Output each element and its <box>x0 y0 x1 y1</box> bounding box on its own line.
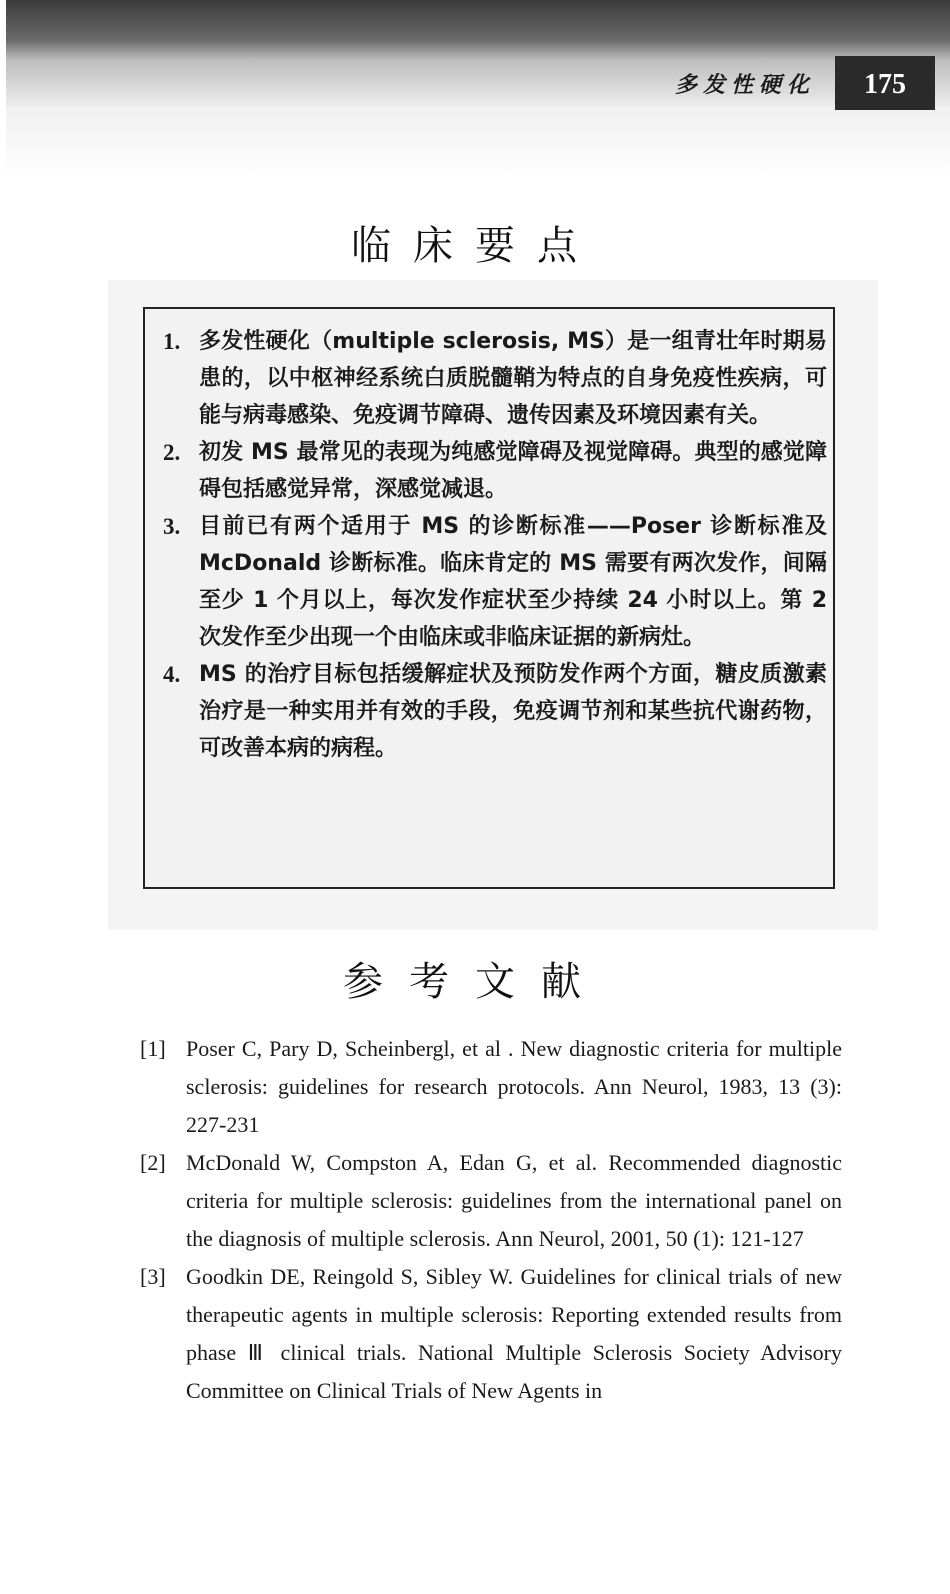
reference-text: Poser C, Pary D, Scheinbergl, et al . New diagnostic criteria for multiple sclerosis: guidelines for research protocols. Ann Neurol, 1983, 13 (3): 227-231 <box>186 1036 842 1137</box>
keypoint-item <box>163 323 827 434</box>
keypoints-title: 临床要点 <box>351 223 599 269</box>
reference-number: [2] <box>140 1150 166 1175</box>
reference-text: McDonald W, Compston A, Edan G, et al. Recommended diagnostic criteria for multiple sclerosis: guidelines from the international panel on the diagnosis of multiple sclerosis. Ann Neurol, 2001, 50 (1): 121-127 <box>186 1150 842 1251</box>
keypoints-list <box>163 323 827 767</box>
references-title: 参考文献 <box>343 959 607 1005</box>
keypoint-text: 初发 MS 最常见的表现为纯感觉障碍及视觉障碍。典型的感觉障碍包括感觉异常，深感觉减退。 <box>199 440 827 502</box>
keypoint-item <box>163 656 827 767</box>
header-fade <box>6 110 950 180</box>
reference-item <box>140 1258 842 1410</box>
keypoint-item <box>163 434 827 508</box>
keypoint-number: 4. <box>163 662 181 687</box>
keypoint-item <box>163 508 827 656</box>
keypoint-number: 2. <box>163 440 181 465</box>
reference-number: [3] <box>140 1264 166 1289</box>
keypoint-number: 1. <box>163 329 181 354</box>
reference-number: [1] <box>140 1036 166 1061</box>
keypoint-text: 多发性硬化（multiple sclerosis, MS）是一组青壮年时期易患的，以中枢神经系统白质脱髓鞘为特点的自身免疫性疾病，可能与病毒感染、免疫调节障碍、遗传因素及环境因素有关。 <box>199 329 827 428</box>
reference-item <box>140 1144 842 1258</box>
keypoints-box <box>143 307 835 889</box>
reference-item <box>140 1030 842 1144</box>
chapter-title: 多发性硬化 <box>674 73 815 98</box>
reference-text: Goodkin DE, Reingold S, Sibley W. Guidelines for clinical trials of new therapeutic agents in multiple sclerosis: Reporting extended results from phase Ⅲ clinical trials. National Multiple Sclerosis Society Advisory Committee on Clinical Trials of New Agents in <box>186 1264 842 1403</box>
keypoint-text: 目前已有两个适用于 MS 的诊断标准——Poser 诊断标准及 McDonald 诊断标准。临床肯定的 MS 需要有两次发作，间隔至少 1 个月以上，每次发作症状至少持续 24 小时以上。第 2 次发作至少出现一个由临床或非临床证据的新病灶。 <box>199 514 827 650</box>
page-number: 175 <box>835 56 935 110</box>
references-list <box>140 1030 842 1410</box>
keypoint-number: 3. <box>163 514 181 539</box>
keypoint-text: MS 的治疗目标包括缓解症状及预防发作两个方面，糖皮质激素治疗是一种实用并有效的手段，免疫调节剂和某些抗代谢药物，可改善本病的病程。 <box>199 662 827 761</box>
